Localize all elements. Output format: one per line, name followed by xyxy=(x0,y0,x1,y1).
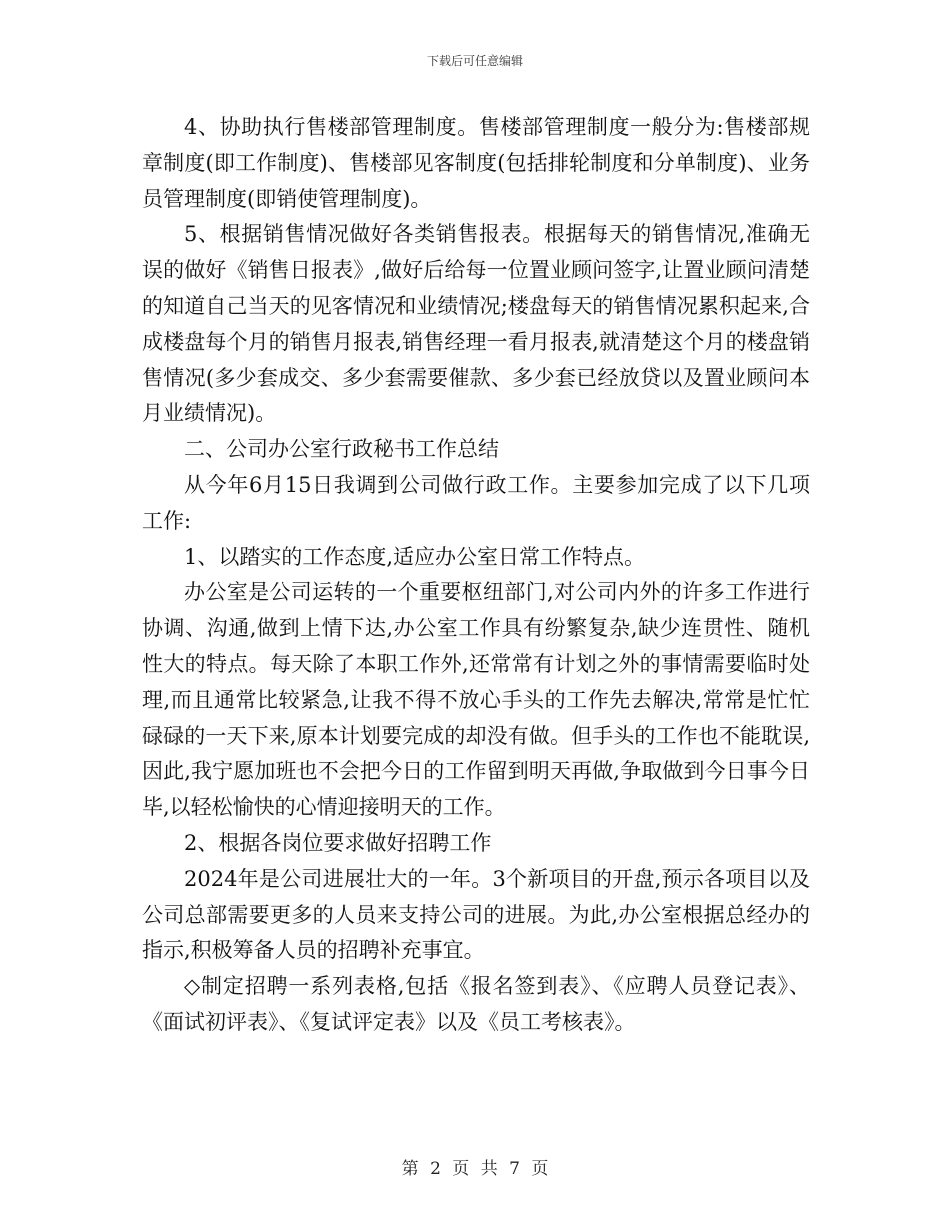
paragraph-item-5: 5、根据销售情况做好各类销售报表。根据每天的销售情况,准确无误的做好《销售日报表》,做好后给每一位置业顾问签字,让置业顾问清楚的知道自己当天的见客情况和业绩情况;楼盘每天的销售情况累积起来,合成楼盘每个月的销售月报表,销售经理一看月报表,就清楚这个月的楼盘销售情况(多少套成交、多少套需要催款、多少套已经放贷以及置业顾问本月业绩情况)。 xyxy=(142,222,810,426)
paragraph-intro: 从今年6月15日我调到公司做行政工作。主要参加完成了以下几项工作: xyxy=(142,472,810,533)
paragraph-item-4: 4、协助执行售楼部管理制度。售楼部管理制度一般分为:售楼部规章制度(即工作制度)、售楼部见客制度(包括排轮制度和分单制度)、业务员管理制度(即销使管理制度)。 xyxy=(142,115,810,211)
document-body xyxy=(142,110,810,1041)
paragraph-office-work: 办公室是公司运转的一个重要枢纽部门,对公司内外的许多工作进行协调、沟通,做到上情下达,办公室工作具有纷繁复杂,缺少连贯性、随机性大的特点。每天除了本职工作外,还常常有计划之外的事情需要临时处理,而且通常比较紧急,让我不得不放心手头的工作先去解决,常常是忙忙碌碌的一天下来,原本计划要完成的却没有做。但手头的工作也不能耽误,因此,我宁愿加班也不会把今日的工作留到明天再做,争取做到今日事今日毕,以轻松愉快的心情迎接明天的工作。 xyxy=(142,580,810,820)
page-header: 下载后可任意编辑 xyxy=(426,54,523,68)
subheading-2: 2、根据各岗位要求做好招聘工作 xyxy=(184,830,492,855)
section-heading-2: 二、公司办公室行政秘书工作总结 xyxy=(184,437,499,462)
paragraph-forms: ◇制定招聘一系列表格,包括《报名签到表》、《应聘人员登记表》、《面试初评表》、《复试评定表》以及《员工考核表》。 xyxy=(142,974,810,1034)
paragraph-recruitment: 2024年是公司进展壮大的一年。3个新项目的开盘,预示各项目以及公司总部需要更多的人员来支持公司的进展。为此,办公室根据总经办的指示,积极筹备人员的招聘补充事宜。 xyxy=(142,866,810,963)
page-footer: 第 2 页 共 7 页 xyxy=(401,1159,549,1179)
subheading-1: 1、以踏实的工作态度,适应办公室日常工作特点。 xyxy=(184,544,646,569)
